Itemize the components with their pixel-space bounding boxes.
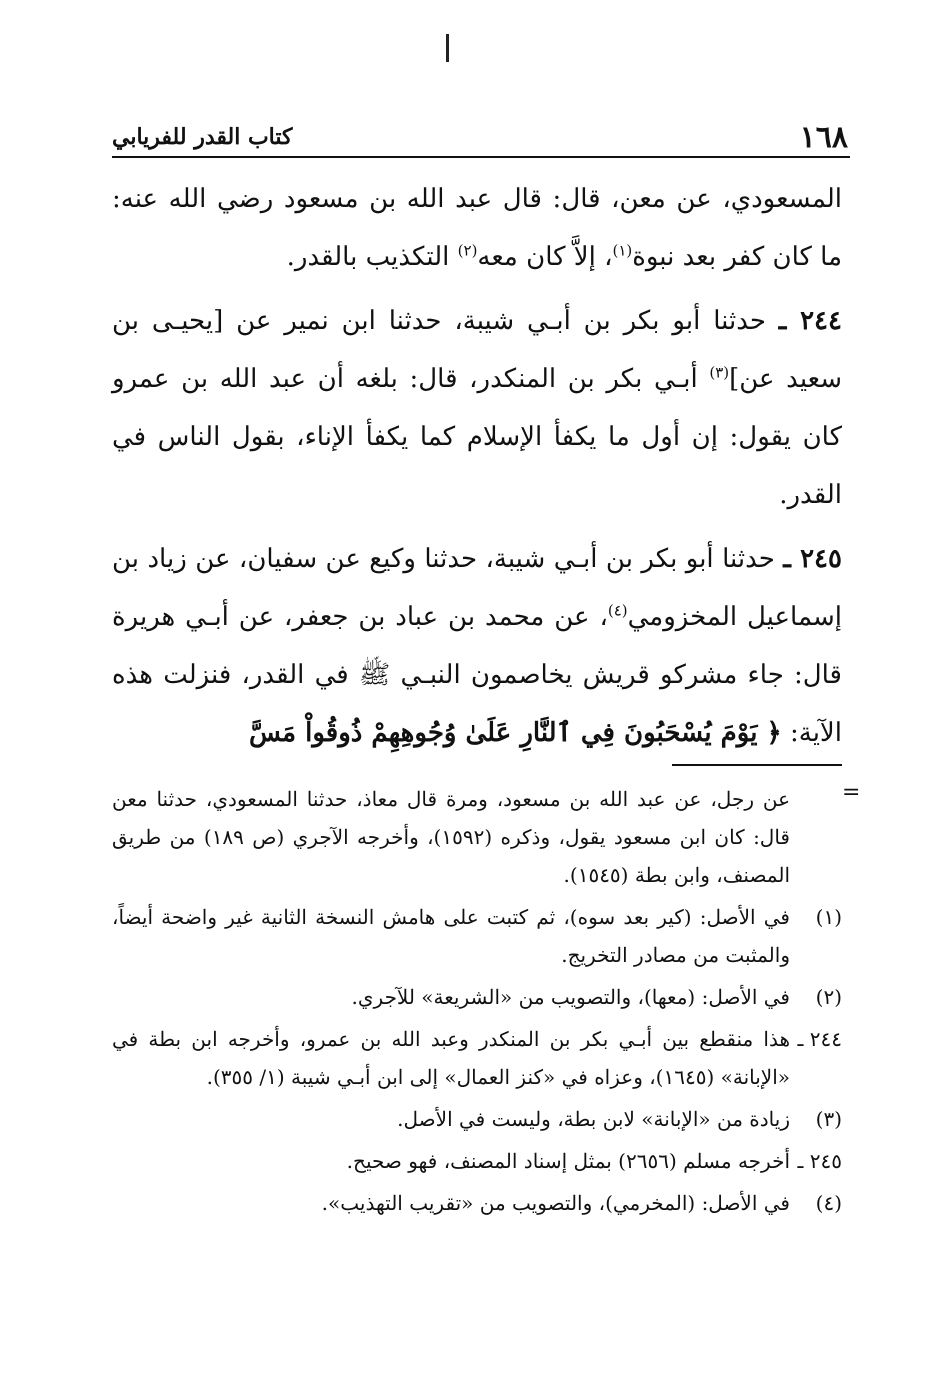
footnotes	[112, 780, 842, 1222]
hadith-number: ٢٤٥ ـ	[783, 544, 842, 574]
binding-mark	[446, 34, 449, 62]
main-text	[112, 170, 842, 762]
page-number: ١٦٨	[799, 120, 848, 155]
footnote-ref: (١)	[612, 241, 633, 260]
hadith-number: ٢٤٤ ـ	[778, 306, 842, 336]
footnote-ref: (٣)	[709, 363, 730, 382]
footnote-4: (٤) في الأصل: (المخرمي)، والتصويب من «تقريب التهذيب».	[321, 1191, 842, 1215]
footnote-ref: (٤)	[607, 601, 628, 620]
book-title: كتاب القدر للفريابي	[112, 124, 293, 150]
footnote-hadith-245: ٢٤٥ ـ أخرجه مسلم (٢٦٥٦) بمثل إسناد المصنف، فهو صحيح.	[346, 1149, 842, 1173]
hadith-244: ٢٤٤ ـ حدثنا أبو بكر بن أبـي شيبة، حدثنا ابن نمير عن [يحيـى بن سعيد عن]$^{(٣)}$ أبـي بكر بن المنكدر، قال: بلغه أن عبد الله بن عمرو كان يقول: إن أول ما يكفأ الإسلام كما يكفأ الإناء، بقول الناس في القدر.	[112, 306, 842, 510]
footnote-hadith-244: ٢٤٤ ـ هذا منقطع بين أبـي بكر بن المنكدر وعبد الله بن عمرو، وأخرجه ابن بطة في «الإبانة» (١٦٤٥)، وعزاه في «كنز العمال» إلى ابن أبـي شيبة (١/ ٣٥٥).	[112, 1027, 842, 1089]
header-rule	[112, 156, 850, 158]
footnote-separator	[672, 764, 842, 766]
hadith-245: ٢٤٥ ـ حدثنا أبو بكر بن أبـي شيبة، حدثنا وكيع عن سفيان، عن زياد بن إسماعيل المخزومي$^{(٤)}$، عن محمد بن عباد بن جعفر، عن أبـي هريرة قال: جاء مشركو قريش يخاصمون النبـي ﷺ في القدر، فنزلت هذه الآية: ﴿ يَوْمَ يُسْحَبُونَ فِي ٱلنَّارِ عَلَىٰ وُجُوهِهِمْ ذُوقُواْ مَسَّ	[112, 544, 842, 748]
quran-verse: ﴿ يَوْمَ يُسْحَبُونَ فِي ٱلنَّارِ عَلَىٰ وُجُوهِهِمْ ذُوقُواْ مَسَّ	[249, 718, 782, 748]
footnote-3: (٣) زيادة من «الإبانة» لابن بطة، وليست في الأصل.	[397, 1107, 842, 1131]
footnote-2: (٢) في الأصل: (معها)، والتصويب من «الشريعة» للآجري.	[351, 985, 842, 1009]
running-header	[112, 118, 850, 158]
continuation-mark: =	[842, 780, 861, 805]
footnote-1: (١) في الأصل: (كير بعد سوه)، ثم كتبت على هامش النسخة الثانية غير واضحة أيضاً، والمثبت من مصادر التخريج.	[112, 905, 842, 967]
paragraph-continuation: المسعودي، عن معن، قال: قال عبد الله بن مسعود رضي الله عنه: ما كان كفر بعد نبوة$^{(١)}$، إلاَّ كان معه$^{(٢)}$ التكذيب بالقدر.	[112, 184, 842, 272]
footnote-ref: (٢)	[457, 241, 478, 260]
footnote-continuation: عن رجل، عن عبد الله بن مسعود، ومرة قال معاذ، حدثنا المسعودي، حدثنا معن قال: كان ابن مسعود يقول، وذكره (١٥٩٢)، وأخرجه الآجري (ص ١٨٩) من طريق المصنف، وابن بطة (١٥٤٥).	[112, 787, 790, 887]
